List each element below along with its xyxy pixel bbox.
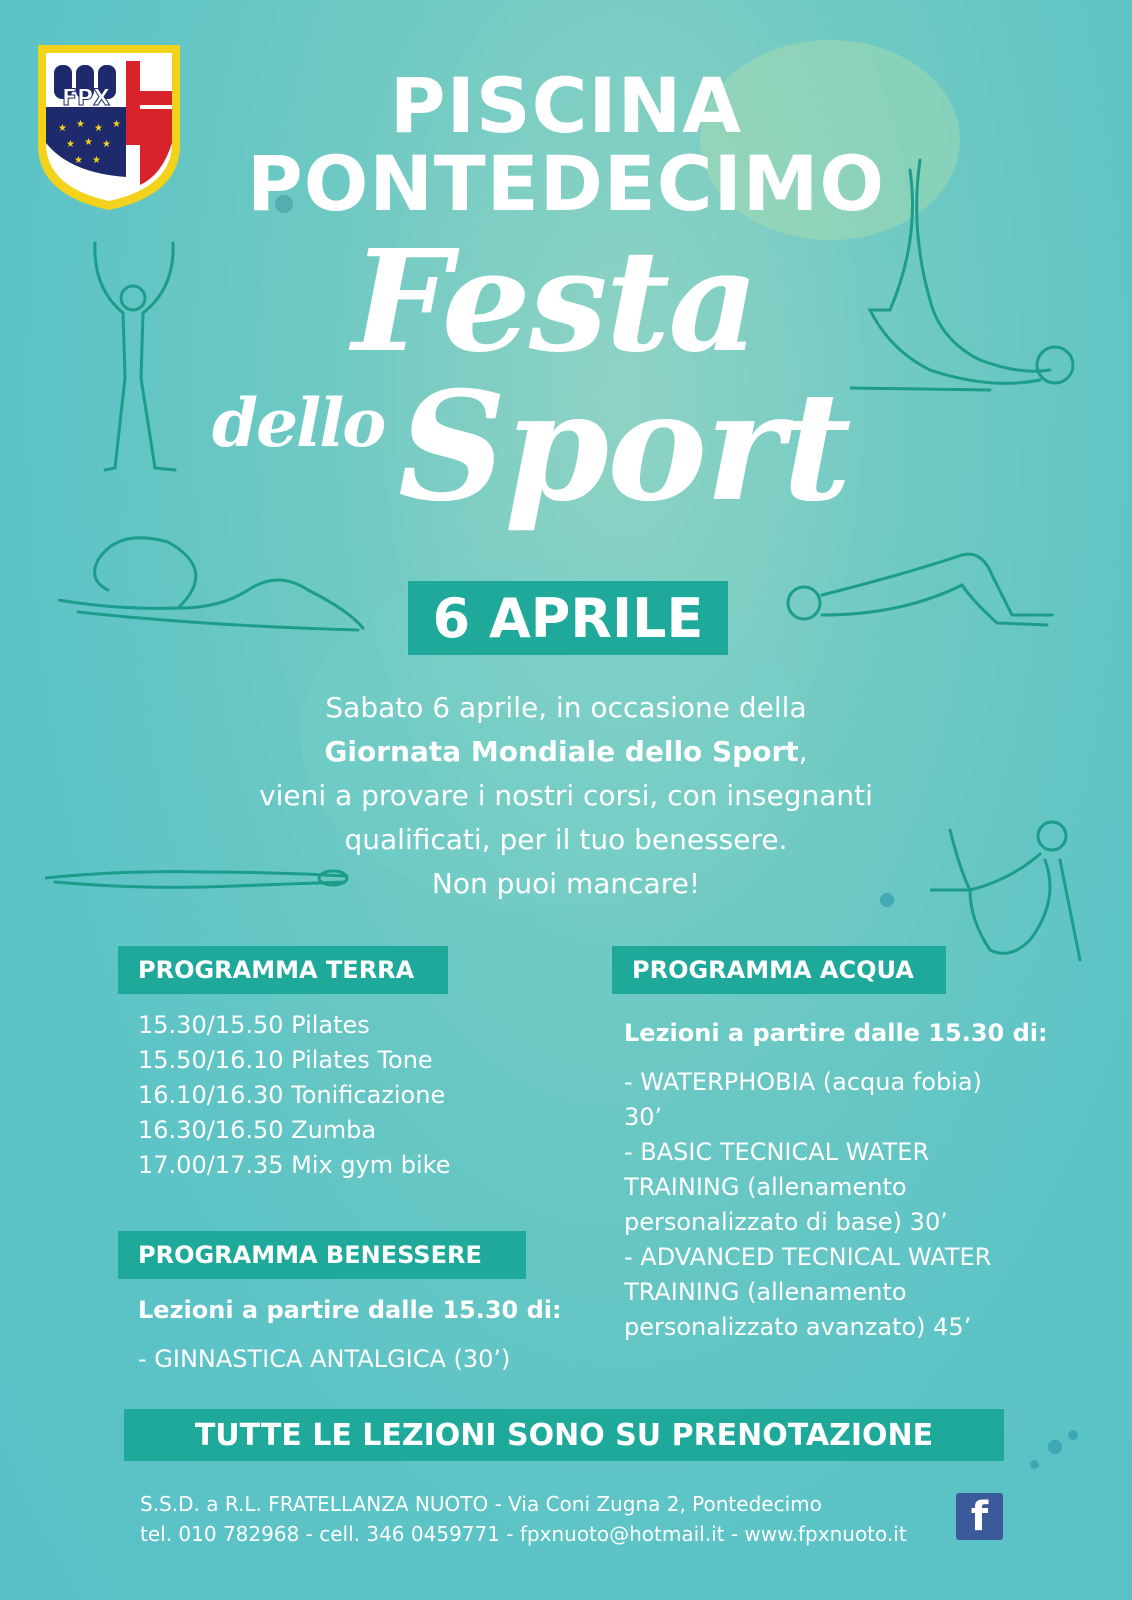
facebook-icon[interactable]: f: [956, 1493, 1003, 1540]
list-item: TRAINING (allenamento: [624, 1173, 907, 1201]
svg-text:★: ★: [58, 123, 67, 134]
list-item: TRAINING (allenamento: [624, 1278, 907, 1306]
svg-text:★: ★: [92, 155, 101, 166]
svg-text:★: ★: [102, 139, 111, 150]
intro-line-2-rest: ,: [798, 735, 808, 768]
bg-splash: [1030, 1460, 1039, 1469]
svg-text:★: ★: [84, 137, 93, 148]
intro-text: [0, 686, 1132, 906]
bg-splash: [1048, 1440, 1062, 1454]
intro-line-5: Non puoi mancare!: [431, 867, 701, 900]
figure-child-pose-icon: [58, 530, 368, 640]
logo-text: FPX: [61, 86, 111, 111]
event-date: 6 APRILE: [408, 581, 728, 655]
footer-address: S.S.D. a R.L. FRATELLANZA NUOTO - Via Coni Zugna 2, Pontedecimo: [140, 1492, 822, 1516]
programma-benessere-intro: Lezioni a partire dalle 15.30 di:: [138, 1296, 562, 1324]
list-item: personalizzato avanzato) 45’: [624, 1313, 972, 1341]
figure-leg-raise-icon: [850, 150, 1100, 410]
figure-bridge-icon: [782, 545, 1062, 635]
list-item: 15.30/15.50 Pilates: [138, 1011, 370, 1039]
intro-line-2: [0, 730, 1132, 774]
programma-acqua-list: [624, 1016, 1048, 1345]
list-item: 30’: [624, 1103, 663, 1131]
list-item: - ADVANCED TECNICAL WATER: [624, 1243, 992, 1271]
script-title-dello: dello: [212, 384, 385, 462]
programma-benessere-label: PROGRAMMA BENESSERE: [118, 1231, 526, 1279]
programma-acqua-label: PROGRAMMA ACQUA: [612, 946, 946, 994]
footer-contacts[interactable]: tel. 010 782968 - cell. 346 0459771 - fpxnuoto@hotmail.it - www.fpxnuoto.it: [140, 1522, 907, 1546]
intro-line-4: qualificati, per il tuo benessere.: [344, 823, 788, 856]
title-line-2: PONTEDECIMO: [247, 139, 885, 228]
bg-splash: [1068, 1430, 1078, 1440]
programma-benessere-list: [138, 1293, 562, 1377]
svg-text:★: ★: [112, 119, 121, 130]
figure-standing-icon: [85, 238, 195, 488]
list-item: - GINNASTICA ANTALGICA (30’): [138, 1345, 511, 1373]
programma-acqua-intro: Lezioni a partire dalle 15.30 di:: [624, 1019, 1048, 1047]
booking-banner: TUTTE LE LEZIONI SONO SU PRENOTAZIONE: [124, 1409, 1004, 1461]
script-title-festa: Festa: [352, 220, 758, 384]
list-item: - BASIC TECNICAL WATER: [624, 1138, 930, 1166]
list-item: 17.00/17.35 Mix gym bike: [138, 1151, 451, 1179]
intro-highlight: Giornata Mondiale dello Sport: [324, 735, 799, 768]
programma-terra-label: PROGRAMMA TERRA: [118, 946, 448, 994]
list-item: - WATERPHOBIA (acqua fobia): [624, 1068, 982, 1096]
title-line-1: PISCINA: [389, 61, 743, 150]
svg-text:★: ★: [76, 119, 85, 130]
intro-line-3: vieni a provare i nostri corsi, con insegnanti: [259, 779, 873, 812]
svg-text:★: ★: [94, 123, 103, 134]
intro-line-1: Sabato 6 aprile, in occasione della: [325, 691, 807, 724]
list-item: 16.30/16.50 Zumba: [138, 1116, 377, 1144]
list-item: 15.50/16.10 Pilates Tone: [138, 1046, 433, 1074]
list-item: 16.10/16.30 Tonificazione: [138, 1081, 446, 1109]
list-item: personalizzato di base) 30’: [624, 1208, 948, 1236]
programma-terra-list: [138, 1008, 451, 1183]
svg-text:★: ★: [74, 155, 83, 166]
script-title-sport: Sport: [398, 359, 850, 535]
svg-text:★: ★: [66, 139, 75, 150]
